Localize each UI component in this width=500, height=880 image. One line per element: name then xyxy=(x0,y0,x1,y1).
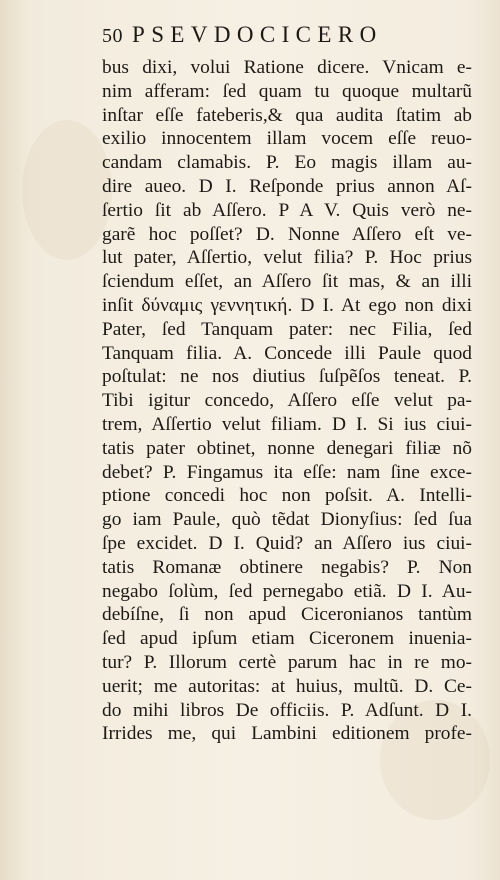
text-line: Irrides me, qui Lambini editionem profe- xyxy=(102,723,472,745)
text-line: tur? P. Illorum certè parum hac in re mo- xyxy=(102,651,472,673)
text-line: Tibi igitur concedo, Aſſero eſſe velut pa- xyxy=(102,390,472,412)
body-text xyxy=(102,56,472,746)
text-line: dire aueo. D I. Reſponde prius annon Aſ- xyxy=(102,175,472,197)
text-line: lut pater, Aſſertio, velut filia? P. Hoc prius xyxy=(102,247,472,269)
text-line: ſpe excidet. D I. Quid? an Aſſero ius ciui- xyxy=(102,532,472,554)
text-line: Tanquam filia. A. Concede illi Paule quod xyxy=(102,342,472,364)
running-title: PSEVDOCICERO xyxy=(132,22,383,47)
text-line: do mihi libros De officiis. P. Adſunt. D I. xyxy=(102,699,472,721)
text-line: debet? P. Fingamus ita eſſe: nam ſine exce- xyxy=(102,461,472,483)
text-line: uerit; me autoritas: at huius, multũ. D. Ce- xyxy=(102,675,472,697)
text-line: nim afferam: ſed quam tu quoque multarũ xyxy=(102,80,472,102)
text-line: negabo ſolùm, ſed pernegabo etiã. D I. Au- xyxy=(102,580,472,602)
text-line: exilio innocentem illam vocem eſſe reuo- xyxy=(102,128,472,150)
text-line: tatis Romanæ obtinere negabis? P. Non xyxy=(102,556,472,578)
text-line: inſit δύναμις γεννητική. D I. At ego non dixi xyxy=(102,294,472,316)
text-line: bus dixi, volui Ratione dicere. Vnicam e- xyxy=(102,57,472,78)
text-line: ſciendum eſſet, an Aſſero ſit mas, & an illi xyxy=(102,271,472,293)
text-line: garẽ hoc poſſet? D. Nonne Aſſero eſt ve- xyxy=(102,223,472,245)
text-line: tatis pater obtinet, nonne denegari filiæ nõ xyxy=(102,437,472,459)
text-line: trem, Aſſertio velut filiam. D I. Si ius ciui- xyxy=(102,413,472,435)
text-line: Pater, ſed Tanquam pater: nec Filia, ſed xyxy=(102,318,472,340)
text-line: ſertio ſit ab Aſſero. P A V. Quis verò ne- xyxy=(102,199,472,221)
text-line: poſtulat: ne nos diutius ſuſpẽſos teneat. P. xyxy=(102,366,472,388)
paper-stain xyxy=(22,120,112,260)
text-line: go iam Paule, quò tẽdat Dionyſius: ſed ſua xyxy=(102,509,472,531)
page-number: 50 xyxy=(102,25,123,47)
text-line: ptione concedi hoc non poſsit. A. Intelli- xyxy=(102,485,472,507)
text-line: inſtar eſſe fateberis,& qua audita ſtatim ab xyxy=(102,104,472,126)
text-line: ſed apud ipſum etiam Ciceronem inuenia- xyxy=(102,628,472,650)
text-line: candam clamabis. P. Eo magis illam au- xyxy=(102,152,472,174)
page-header xyxy=(102,22,383,52)
text-line: debíſne, ſi non apud Ciceronianos tantùm xyxy=(102,604,472,626)
